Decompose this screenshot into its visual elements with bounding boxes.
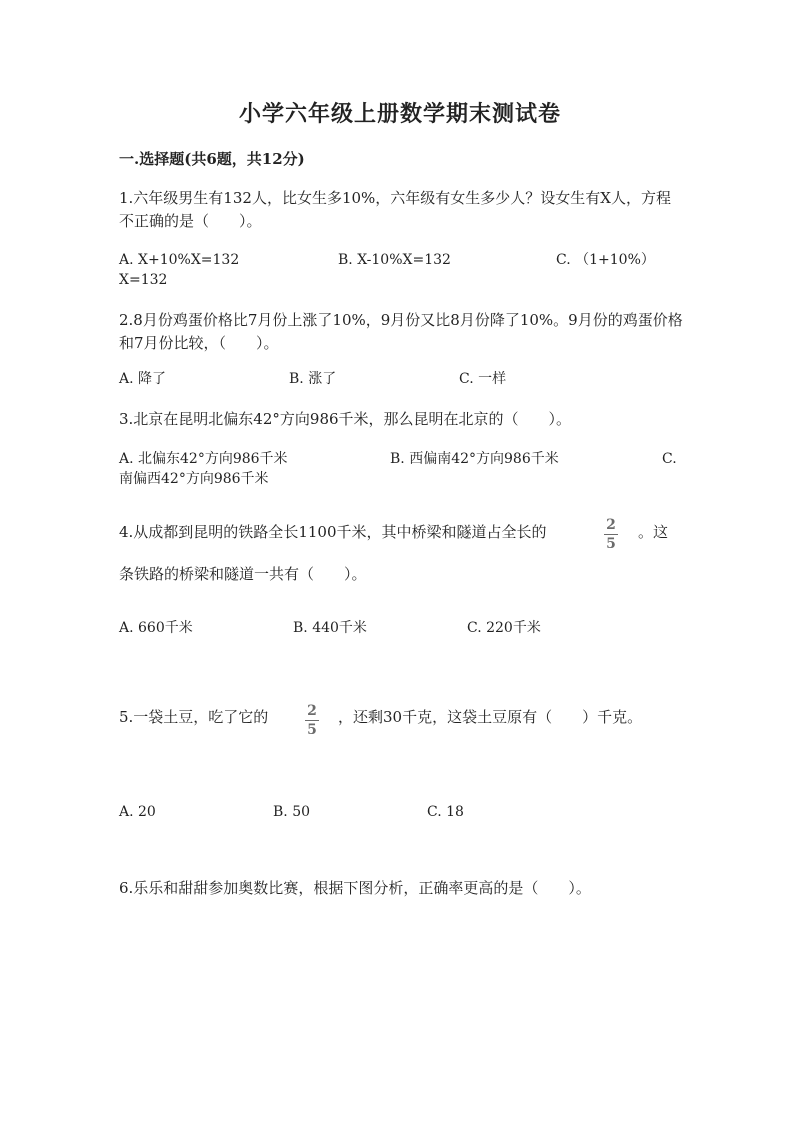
question-1-option-c: C. （1+10%）X=132	[119, 252, 655, 288]
question-4-option-a: A. 660千米	[119, 620, 193, 636]
question-6-text: 6.乐乐和甜甜参加奥数比赛，根据下图分析，正确率更高的是（ ）。	[119, 879, 591, 897]
question-4-option-b: B. 440千米	[293, 620, 367, 636]
fraction-numerator: 2	[307, 703, 317, 719]
question-2-option-c: C. 一样	[459, 371, 507, 387]
question-2-text: 2.8月份鸡蛋价格比7月份上涨了10%，9月份又比8月份降了10%。9月份的鸡蛋价格和7月份比较，（ ）。	[119, 311, 683, 352]
question-4-text-start: 4.从成都到昆明的铁路全长1100千米，其中桥梁和隧道占全长的	[119, 523, 547, 541]
fraction-denominator: 5	[606, 536, 616, 552]
question-1-option-b: B. X-10%X=132	[338, 252, 451, 268]
question-1-text: 1.六年级男生有132人，比女生多10%，六年级有女生多少人？设女生有X人，方程不正确的是（ ）。	[119, 189, 671, 230]
question-3-text: 3.北京在昆明北偏东42°方向986千米，那么昆明在北京的（ ）。	[119, 410, 572, 428]
question-3-option-a: A. 北偏东42°方向986千米	[119, 451, 288, 467]
fraction-denominator: 5	[307, 722, 317, 738]
question-5-option-a: A. 20	[119, 804, 156, 820]
question-5-text-start: 5.一袋土豆，吃了它的	[119, 708, 269, 726]
question-2-option-b: B. 涨了	[289, 371, 337, 387]
question-4-fraction	[604, 517, 618, 552]
section-heading: 一.选择题(共6题，共12分)	[119, 150, 305, 168]
question-5-fraction	[305, 703, 319, 738]
fraction-bar	[305, 720, 319, 721]
question-4-option-c: C. 220千米	[467, 620, 541, 636]
fraction-bar	[604, 534, 618, 535]
fraction-numerator: 2	[606, 517, 616, 533]
question-5-option-b: B. 50	[273, 804, 311, 820]
question-2-option-a: A. 降了	[119, 371, 167, 387]
question-3-option-b: B. 西偏南42°方向986千米	[390, 451, 559, 467]
page-title: 小学六年级上册数学期末测试卷	[238, 101, 561, 127]
question-1-option-a: A. X+10%X=132	[119, 252, 240, 268]
question-5-option-c: C. 18	[427, 804, 464, 820]
question-3-option-c: C. 南偏西42°方向986千米	[119, 451, 677, 487]
question-5-text-end: ，还剩30千克，这袋土豆原有（ ）千克。	[338, 708, 643, 726]
question-4-text-end: 。这	[638, 523, 669, 541]
question-4-text-line2: 条铁路的桥梁和隧道一共有（ ）。	[119, 565, 367, 583]
